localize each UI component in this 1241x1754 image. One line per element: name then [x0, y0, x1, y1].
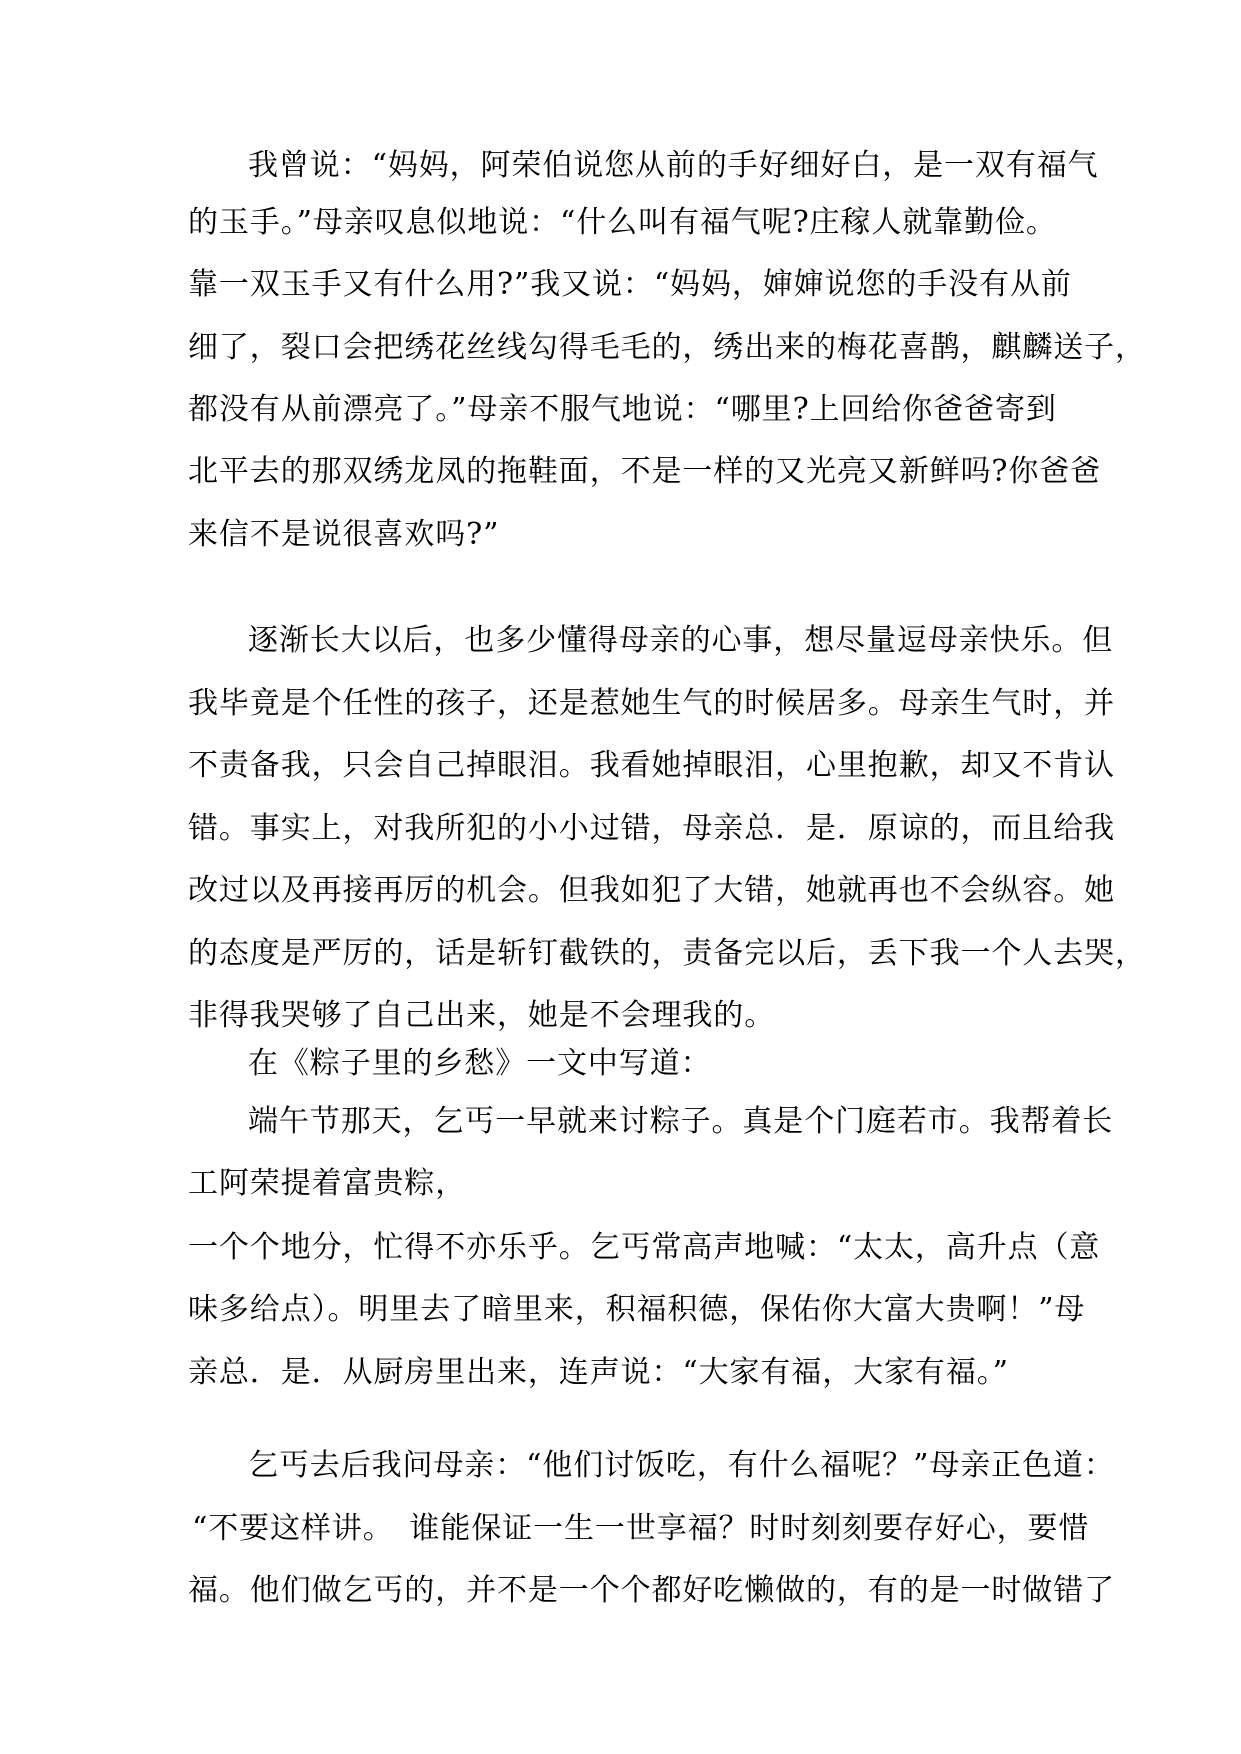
text-line: 味多给点）。明里去了暗里来，积福积德，保佑你大富大贵啊！”母	[188, 1292, 1086, 1327]
text-line: 一个个地分，忙得不亦乐乎。乞丐常高声地喊：“太太，高升点（意	[188, 1230, 1101, 1265]
text-line: 改过以及再接再厉的机会。但我如犯了大错，她就再也不会纵容。她	[188, 873, 1115, 908]
text-line: 乞丐去后我问母亲：“他们讨饭吃，有什么福呢？”母亲正色道：	[248, 1448, 1115, 1483]
text-line: 不责备我，只会自己掉眼泪。我看她掉眼泪，心里抱歉，却又不肯认	[188, 748, 1115, 783]
text-line: 的玉手。”母亲叹息似地说：“什么叫有福气呢?庄稼人就靠勤俭。	[188, 205, 1057, 240]
text-line: 靠一双玉手又有什么用?”我又说：“妈妈，婶婶说您的手没有从前	[188, 267, 1072, 302]
text-line: 逐渐长大以后，也多少懂得母亲的心事，想尽量逗母亲快乐。但	[248, 623, 1114, 658]
text-line: 错。事实上，对我所犯的小小过错，母亲总．是．原谅的，而且给我	[188, 811, 1115, 846]
text-line: 非得我哭够了自己出来，她是不会理我的。	[188, 998, 776, 1033]
text-line: 在《粽子里的乡愁》一文中写道：	[248, 1046, 712, 1081]
text-line: 端午节那天，乞丐一早就来讨粽子。真是个门庭若市。我帮着长	[248, 1104, 1114, 1139]
text-line: 都没有从前漂亮了。”母亲不服气地说：“哪里?上回给你爸爸寄到	[188, 392, 1057, 427]
text-line: 亲总．是．从厨房里出来，连声说：“大家有福，大家有福。”	[188, 1355, 1009, 1390]
text-line: 我毕竟是个任性的孩子，还是惹她生气的时候居多。母亲生气时，并	[188, 686, 1115, 721]
text-line: 的态度是严厉的，话是斩钉截铁的，责备完以后，丢下我一个人去哭，	[188, 936, 1146, 971]
text-line: 我曾说：“妈妈，阿荣伯说您从前的手好细好白，是一双有福气	[248, 148, 1099, 183]
text-line: 福。他们做乞丐的，并不是一个个都好吃懒做的，有的是一时做错了	[188, 1573, 1115, 1608]
text-line: 细了，裂口会把绣花丝线勾得毛毛的，绣出来的梅花喜鹊，麒麟送子，	[188, 330, 1146, 365]
text-line: 来信不是说很喜欢吗?”	[188, 517, 500, 552]
text-line: “不要这样讲。 谁能保证一生一世享福？时时刻刻要存好心，要惜	[192, 1511, 1090, 1546]
text-line: 工阿荣提着富贵粽，	[188, 1166, 467, 1201]
text-line: 北平去的那双绣龙凤的拖鞋面，不是一样的又光亮又新鲜吗?你爸爸	[188, 454, 1102, 489]
